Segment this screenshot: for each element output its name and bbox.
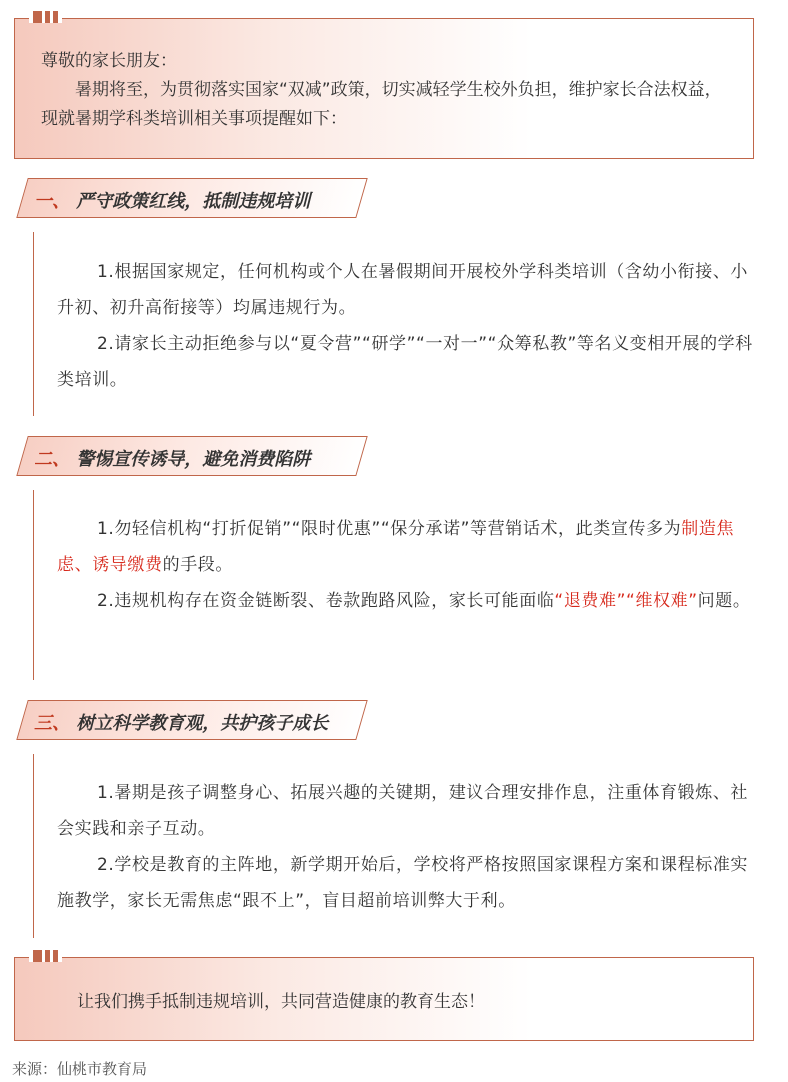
- section-3-title: 树立科学教育观，共护孩子成长: [76, 713, 329, 734]
- section-1-header: [18, 178, 368, 220]
- section-3-item-2: 2.学校是教育的主阵地，新学期开始后，学校将严格按照国家课程方案和课程标准实施教学，家长无需焦虑“跟不上”，盲目超前培训弊大于利。: [57, 855, 749, 911]
- section-1-number: 一、: [34, 191, 70, 212]
- box-decoration: [29, 950, 62, 962]
- section-1-body: [57, 254, 757, 398]
- closing-box: [14, 957, 754, 1041]
- section-2-body: [57, 511, 757, 619]
- section-3-divider: [33, 754, 34, 938]
- section-2-item-1: 1.勿轻信机构“打折促销”“限时优惠”“保分承诺”等营销话术，此类宣传多为制造焦虑、诱导缴费的手段。: [57, 519, 735, 575]
- section-2-header: [18, 436, 368, 478]
- greeting: 尊敬的家长朋友：: [41, 51, 177, 71]
- section-2-item-2: 2.违规机构存在资金链断裂、卷款跑路风险，家长可能面临“退费难”“维权难”问题。: [97, 591, 751, 611]
- section-3-item-1: 1.暑期是孩子调整身心、拓展兴趣的关键期，建议合理安排作息，注重体育锻炼、社会实践和亲子互动。: [57, 783, 749, 839]
- highlight-text: 制造焦虑、诱导缴费: [57, 519, 735, 575]
- section-3-number: 三、: [34, 713, 70, 734]
- section-2-number: 二、: [34, 449, 70, 470]
- section-3-body: [57, 775, 757, 919]
- section-1-item-2: 2.请家长主动拒绝参与以“夏令营”“研学”“一对一”“众筹私教”等名义变相开展的学科类培训。: [57, 334, 753, 390]
- section-2-title: 警惕宣传诱导，避免消费陷阱: [76, 449, 311, 470]
- section-1-item-1: 1.根据国家规定，任何机构或个人在暑假期间开展校外学科类培训（含幼小衔接、小升初、初升高衔接等）均属违规行为。: [57, 262, 749, 318]
- highlight-text: “退费难”“维权难”: [554, 591, 698, 611]
- section-2-divider: [33, 490, 34, 680]
- intro-box: [14, 18, 754, 159]
- source-credit: 来源：仙桃市教育局: [12, 1060, 148, 1078]
- section-1-divider: [33, 232, 34, 416]
- section-3-header: [18, 700, 368, 742]
- box-decoration: [29, 11, 62, 23]
- section-1-title: 严守政策红线，抵制违规培训: [76, 191, 311, 212]
- closing-text: 让我们携手抵制违规培训，共同营造健康的教育生态！: [77, 992, 485, 1012]
- intro-paragraph: 暑期将至，为贯彻落实国家“双减”政策，切实减轻学生校外负担，维护家长合法权益，现就暑期学科类培训相关事项提醒如下：: [41, 80, 722, 129]
